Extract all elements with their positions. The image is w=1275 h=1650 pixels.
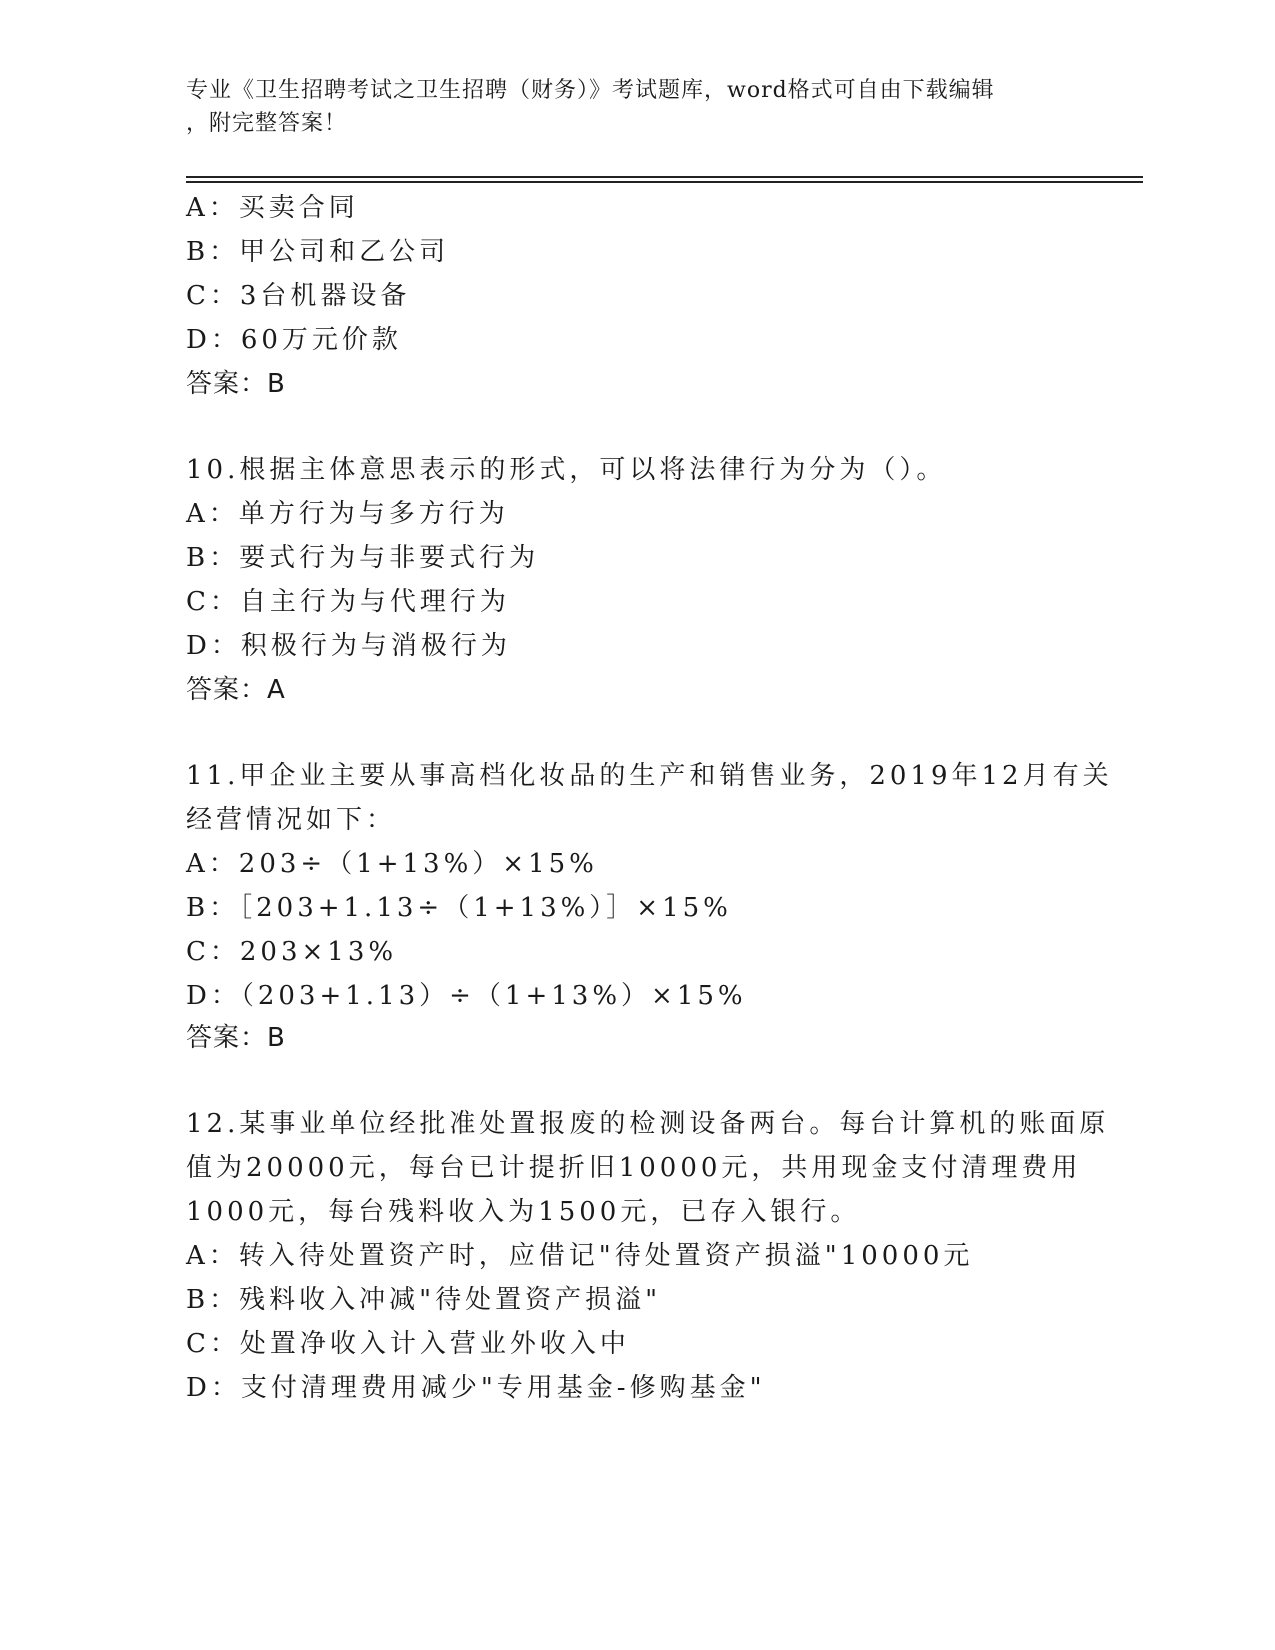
q10-option-c: C：自主行为与代理行为 [186, 587, 510, 617]
q11-option-b: B：［203+1.13÷（1+13%）］×15% [186, 893, 732, 923]
q11-option-d: D：（203+1.13）÷（1+13%）×15% [186, 981, 747, 1011]
q11-option-a: A：203÷（1+13%）×15% [186, 849, 598, 879]
q10-option-b: B：要式行为与非要式行为 [186, 543, 540, 573]
q12-option-b: B：残料收入冲减"待处置资产损溢" [186, 1285, 662, 1315]
q12-stem-line-1: 12.某事业单位经批准处置报废的检测设备两台。每台计算机的账面原 [186, 1109, 1110, 1139]
header-line-1: 专业《卫生招聘考试之卫生招聘（财务）》考试题库，word格式可自由下载编辑 [186, 78, 995, 103]
q12-stem-line-2: 值为20000元，每台已计提折旧10000元，共用现金支付清理费用 [186, 1153, 1082, 1183]
q11-stem-line-1: 11.甲企业主要从事高档化妆品的生产和销售业务，2019年12月有关 [186, 761, 1113, 791]
q12-option-c: C：处置净收入计入营业外收入中 [186, 1329, 630, 1359]
header-line-2: ，附完整答案！ [186, 111, 348, 136]
q9-option-d: D：60万元价款 [186, 325, 402, 355]
header-divider-bottom [186, 181, 1143, 183]
q9-answer: 答案：B [186, 369, 286, 399]
q10-answer: 答案：A [186, 675, 286, 705]
q9-option-b: B：甲公司和乙公司 [186, 237, 450, 267]
q10-option-d: D：积极行为与消极行为 [186, 631, 511, 661]
document-header [186, 74, 1066, 140]
q9-option-a: A：买卖合同 [186, 193, 359, 223]
q11-stem-line-2: 经营情况如下： [186, 805, 397, 835]
q10-stem: 10.根据主体意思表示的形式，可以将法律行为分为（）。 [186, 455, 947, 485]
q12-option-a: A：转入待处置资产时，应借记"待处置资产损溢"10000元 [186, 1241, 974, 1271]
q12-stem-line-3: 1000元，每台残料收入为1500元，已存入银行。 [186, 1197, 861, 1227]
q12-option-d: D：支付清理费用减少"专用基金-修购基金" [186, 1373, 766, 1403]
q11-option-c: C：203×13% [186, 937, 398, 967]
header-divider-top [186, 176, 1143, 178]
q10-option-a: A：单方行为与多方行为 [186, 499, 509, 529]
q11-answer: 答案：B [186, 1023, 286, 1053]
q9-option-c: C：3台机器设备 [186, 281, 411, 311]
